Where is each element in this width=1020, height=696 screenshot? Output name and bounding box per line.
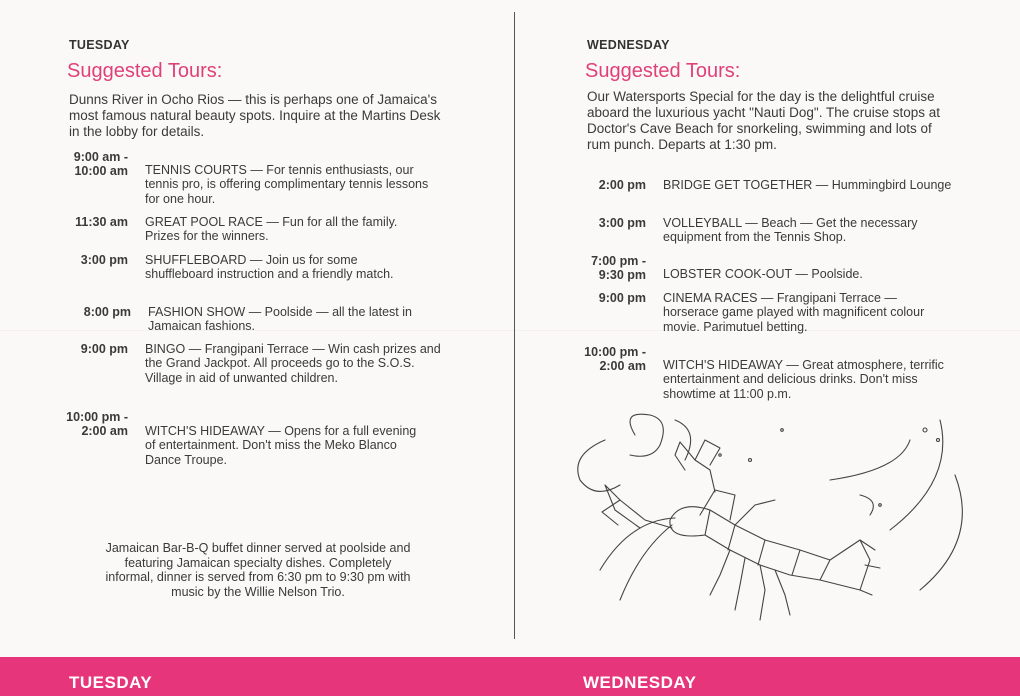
wednesday-tours-title: Suggested Tours: [585, 60, 741, 82]
event-description: CINEMA RACES — Frangipani Terrace — horserace game played with magnificent colour movie. Parimutuel betting. [663, 291, 925, 334]
event-description: LOBSTER COOK-OUT — Poolside. [663, 267, 863, 281]
event-description: BRIDGE GET TOGETHER — Hummingbird Lounge [663, 178, 952, 192]
column-divider [514, 12, 515, 639]
event-time: 3:00 pm [598, 216, 646, 230]
tuesday-heading: TUESDAY [69, 38, 130, 52]
lobster-illustration [560, 400, 980, 640]
event-description: WITCH'S HIDEAWAY — Opens for a full evening of entertainment. Don't miss the Meko Blanco Dance Troupe. [145, 424, 417, 467]
event-time: 10:00 pm - 2:00 am [66, 410, 128, 439]
event-time: 8:00 pm [83, 305, 131, 319]
footer-wednesday-label: WEDNESDAY [583, 673, 697, 692]
event-description: VOLLEYBALL — Beach — Get the necessary equipment from the Tennis Shop. [663, 216, 918, 245]
event-time: 9:00 pm [598, 291, 646, 305]
tuesday-tours-title: Suggested Tours: [67, 60, 223, 82]
footer-tuesday-label: TUESDAY [69, 673, 153, 692]
event-time: 9:00 pm [80, 342, 128, 356]
event-time: 2:00 pm [598, 178, 646, 192]
event-description: TENNIS COURTS — For tennis enthusiasts, our tennis pro, is offering complimentary tennis lessons for one hour. [145, 163, 429, 206]
tuesday-dinner-note: Jamaican Bar-B-Q buffet dinner served at poolside and featuring Jamaican specialty dishes. Completely informal, dinner is served from 6:30 pm to 9:30 pm with music by the Willie Nelson Trio. [105, 541, 411, 599]
event-time: 10:00 pm - 2:00 am [584, 345, 646, 374]
event-description: GREAT POOL RACE — Fun for all the family. Prizes for the winners. [145, 215, 398, 244]
event-description: SHUFFLEBOARD — Join us for some shuffleboard instruction and a friendly match. [145, 253, 394, 282]
event-description: BINGO — Frangipani Terrace — Win cash prizes and the Grand Jackpot. All proceeds go to the S.O.S. Village in aid of unwanted children. [145, 342, 441, 385]
footer-band [0, 657, 1020, 696]
event-time: 7:00 pm - 9:30 pm [591, 254, 646, 283]
event-time: 9:00 am - 10:00 am [73, 150, 128, 179]
wednesday-heading: WEDNESDAY [587, 38, 670, 52]
event-time: 3:00 pm [80, 253, 128, 267]
tuesday-intro: Dunns River in Ocho Rios — this is perhaps one of Jamaica's most famous natural beauty spots. Inquire at the Martins Desk in the lobby for details. [69, 92, 441, 139]
event-time: 11:30 am [75, 215, 128, 229]
wednesday-intro: Our Watersports Special for the day is the delightful cruise aboard the luxurious yacht "Nauti Dog". The cruise stops at Doctor's Cave Beach for snorkeling, swimming and lots of rum punch. Departs at 1:30 pm. [587, 89, 941, 152]
event-description: FASHION SHOW — Poolside — all the latest in Jamaican fashions. [148, 305, 412, 334]
event-description: WITCH'S HIDEAWAY — Great atmosphere, terrific entertainment and delicious drinks. Don't miss showtime at 11:00 p.m. [663, 358, 944, 401]
